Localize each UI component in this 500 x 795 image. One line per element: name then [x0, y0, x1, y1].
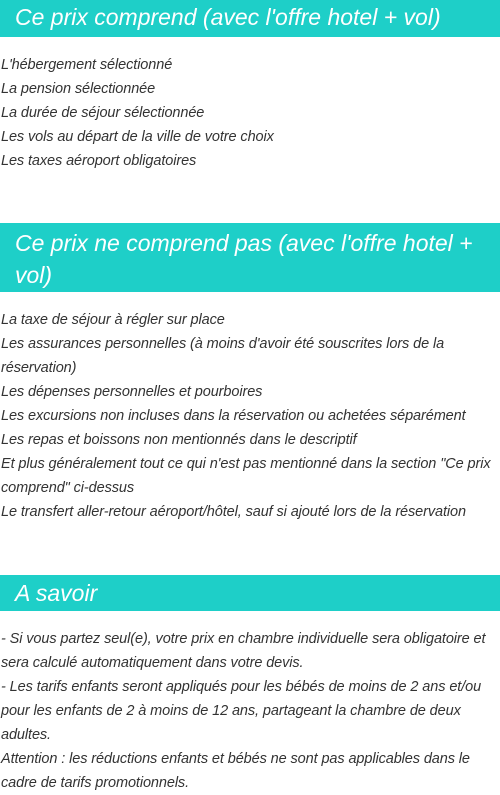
list-item: Attention : les réductions enfants et bébés ne sont pas applicables dans le cadre de tarifs promotionnels. [1, 751, 470, 791]
list-item: Le transfert aller-retour aéroport/hôtel, sauf si ajouté lors de la réservation [1, 504, 466, 520]
list-item: L'hébergement sélectionné [1, 57, 173, 73]
list-item: La pension sélectionnée [1, 81, 156, 97]
savoir-section [0, 575, 500, 611]
excluded-section [0, 223, 500, 292]
list-item: Les excursions non incluses dans la réservation ou achetées séparément [1, 408, 466, 424]
excluded-list [0, 308, 500, 524]
excluded-section-title: Ce prix ne comprend pas (avec l'offre hotel + vol) [0, 223, 500, 292]
list-item: Les dépenses personnelles et pourboires [1, 384, 263, 400]
list-item: Les vols au départ de la ville de votre choix [1, 129, 274, 145]
included-section-title: Ce prix comprend (avec l'offre hotel + vol) [0, 0, 500, 37]
list-item: Les taxes aéroport obligatoires [1, 153, 197, 169]
list-item: Les assurances personnelles (à moins d'avoir été souscrites lors de la réservation) [1, 336, 445, 376]
list-item: La taxe de séjour à régler sur place [1, 312, 225, 328]
included-section [0, 0, 500, 37]
savoir-list [0, 627, 500, 795]
included-list [0, 53, 500, 173]
list-item: - Si vous partez seul(e), votre prix en chambre individuelle sera obligatoire et sera calculé automatiquement dans votre devis. [1, 631, 486, 671]
list-item: Les repas et boissons non mentionnés dans le descriptif [1, 432, 357, 448]
list-item: Et plus généralement tout ce qui n'est pas mentionné dans la section "Ce prix comprend" ci-dessus [1, 456, 491, 496]
savoir-section-title: A savoir [0, 575, 500, 611]
list-item: - Les tarifs enfants seront appliqués pour les bébés de moins de 2 ans et/ou pour les enfants de 2 à moins de 12 ans, partageant la chambre de deux adultes. [1, 679, 482, 743]
list-item: La durée de séjour sélectionnée [1, 105, 205, 121]
